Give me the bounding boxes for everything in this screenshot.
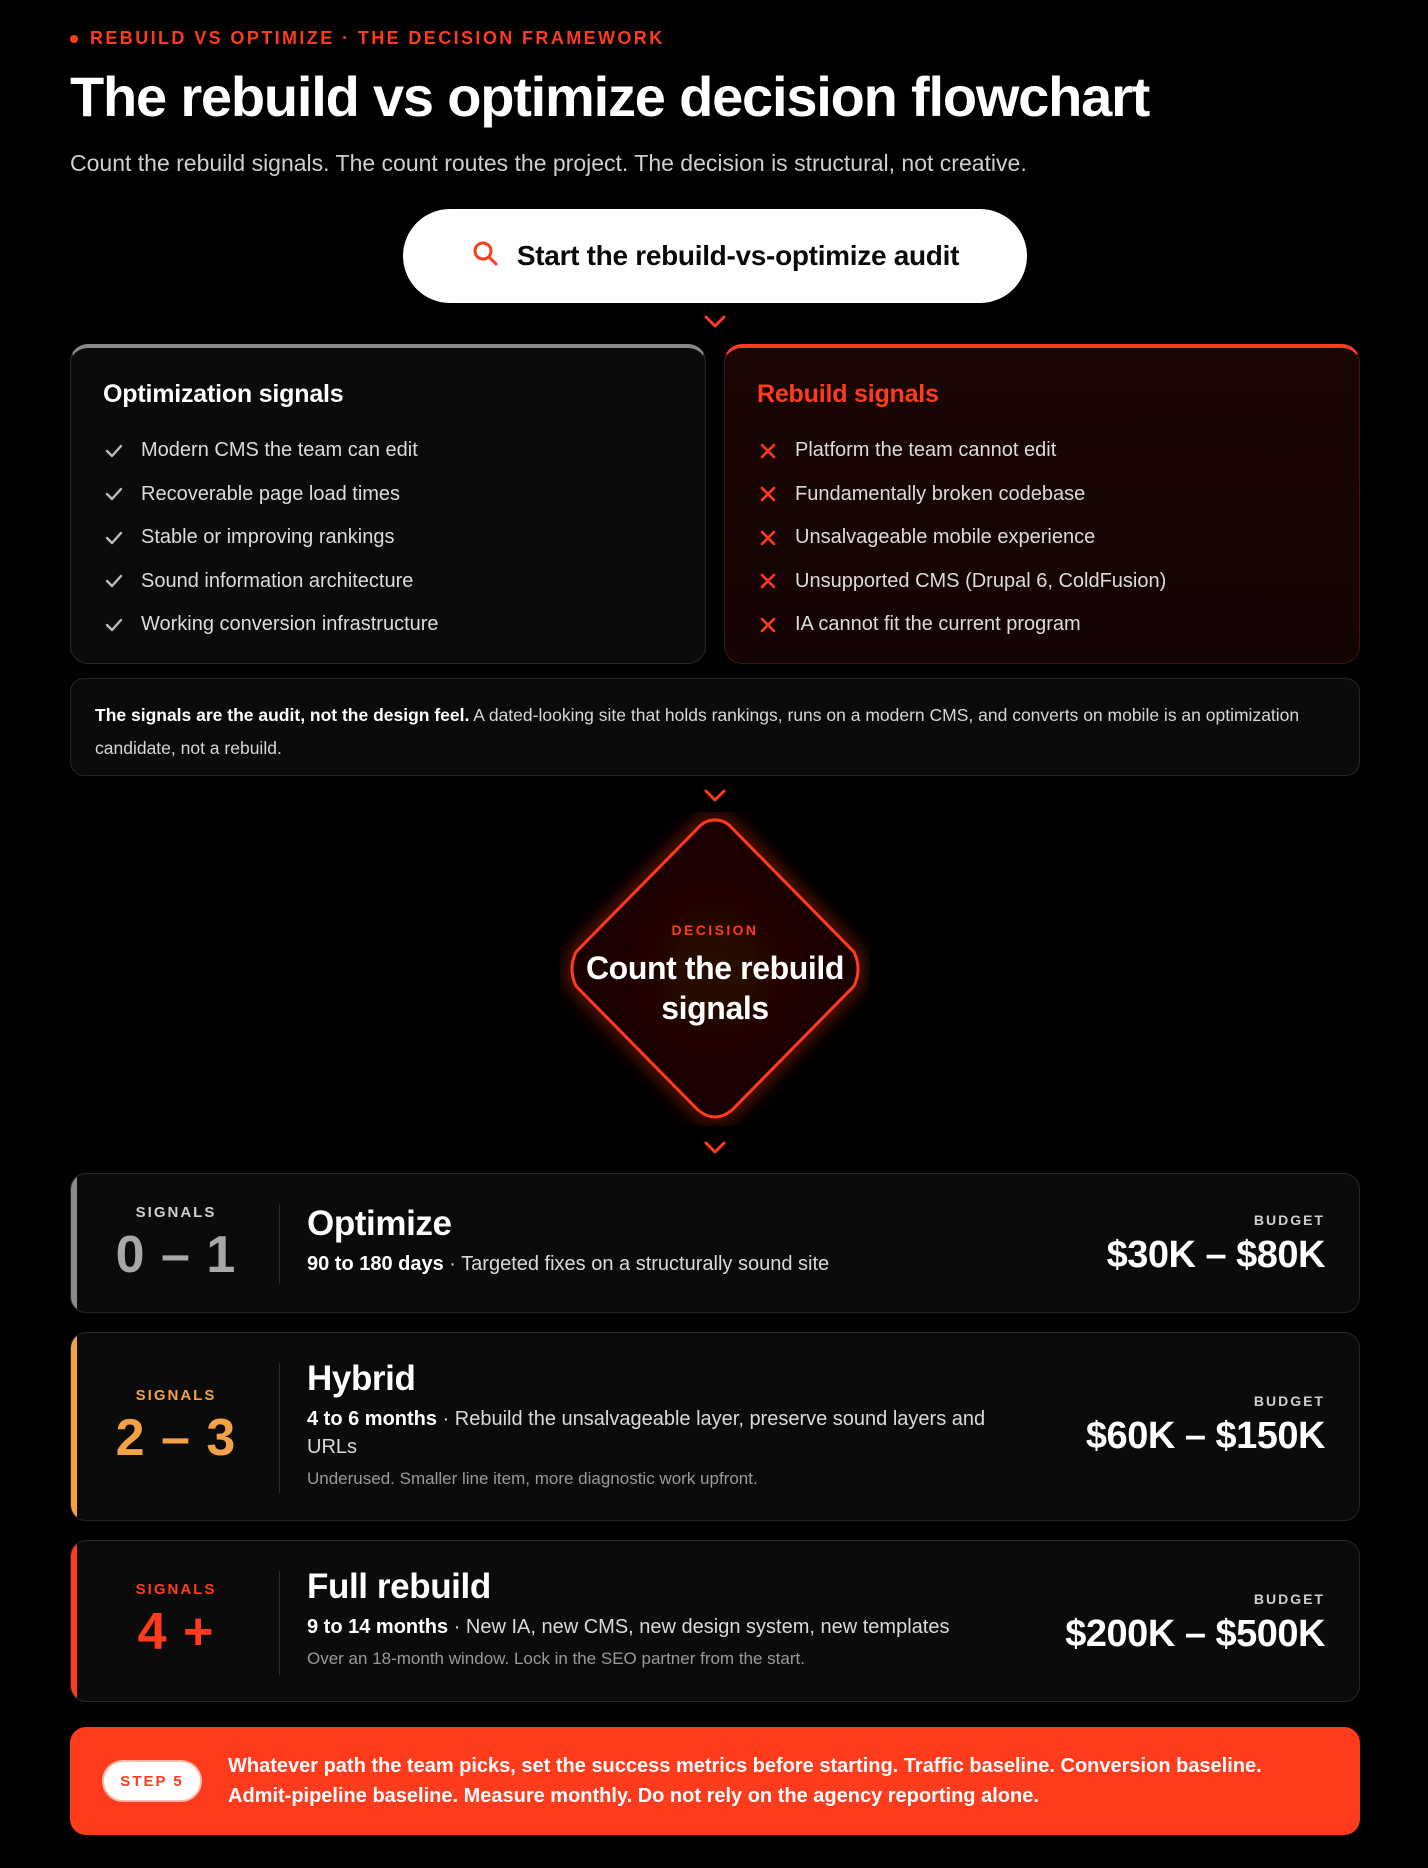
optimization-signal-item xyxy=(103,560,673,604)
check-icon xyxy=(103,483,125,505)
start-audit-label: Start the rebuild-vs-optimize audit xyxy=(516,240,960,271)
outcome-budget xyxy=(1107,1212,1325,1277)
x-icon xyxy=(757,440,779,462)
signals-value: 4 + xyxy=(137,1603,215,1661)
outcome-desc-text: · New IA, new CMS, new design system, new templates xyxy=(448,1616,950,1638)
check-icon xyxy=(103,614,125,636)
audit-note-bold: The signals are the audit, not the design feel. xyxy=(95,705,470,725)
outcome-desc-text: · Rebuild the unsalvageable layer, preserve sound layers and URLs xyxy=(307,1408,986,1458)
signal-text: Unsupported CMS (Drupal 6, ColdFusion) xyxy=(795,569,1167,592)
outcome-name: Hybrid xyxy=(307,1359,416,1398)
decision-label: DECISION xyxy=(671,922,759,938)
card-divider xyxy=(279,1204,280,1284)
outcome-desc xyxy=(307,1613,997,1641)
eyebrow-text: REBUILD VS OPTIMIZE · THE DECISION FRAMEWORK xyxy=(90,28,665,48)
signal-text: Recoverable page load times xyxy=(141,482,401,505)
audit-note xyxy=(70,678,1360,776)
signals-count xyxy=(71,1387,281,1468)
budget-label: BUDGET xyxy=(1253,1393,1325,1409)
signal-text: IA cannot fit the current program xyxy=(795,613,1081,636)
rebuild-signals-panel xyxy=(724,344,1360,664)
rebuild-signal-item xyxy=(757,603,1327,647)
budget-amount: $60K – $150K xyxy=(1085,1415,1325,1457)
optimization-signal-item xyxy=(103,473,673,517)
rebuild-signal-item xyxy=(757,473,1327,517)
budget-label: BUDGET xyxy=(1253,1212,1325,1228)
rebuild-signal-item xyxy=(757,516,1327,560)
x-icon xyxy=(757,527,779,549)
signal-text: Sound information architecture xyxy=(141,569,414,592)
search-icon xyxy=(471,239,499,274)
rebuild-signal-item xyxy=(757,429,1327,473)
step-badge: STEP 5 xyxy=(102,1760,202,1802)
signals-value: 2 – 3 xyxy=(115,1409,237,1467)
outcome-budget xyxy=(1065,1591,1325,1656)
page-title: The rebuild vs optimize decision flowchart xyxy=(70,65,1150,128)
optimization-signal-item xyxy=(103,603,673,647)
outcome-card-full-rebuild xyxy=(70,1540,1360,1702)
x-icon xyxy=(757,483,779,505)
outcome-duration: 90 to 180 days xyxy=(307,1253,444,1275)
budget-amount: $200K – $500K xyxy=(1065,1613,1325,1655)
audit-note-text: A dated-looking site that holds rankings, runs on a modern CMS, and converts on mobile is an optimization candidate, not a rebuild. xyxy=(95,705,1300,758)
budget-amount: $30K – $80K xyxy=(1106,1234,1325,1276)
signal-text: Unsalvageable mobile experience xyxy=(795,526,1096,549)
outcome-body xyxy=(307,1567,997,1669)
outcome-card-hybrid xyxy=(70,1332,1360,1521)
check-icon xyxy=(103,570,125,592)
step-text: Whatever path the team picks, set the success metrics before starting. Traffic baseline. Conversion baseline. Admit-pipeline baseline. Measure monthly. Do not rely on the agency reporting alone. xyxy=(228,1755,1262,1807)
outcome-sub: Underused. Smaller line item, more diagnostic work upfront. xyxy=(307,1469,758,1488)
signal-text: Working conversion infrastructure xyxy=(141,613,439,636)
chevron-down-icon xyxy=(703,788,727,804)
outcome-duration: 9 to 14 months xyxy=(307,1616,449,1638)
outcome-desc-text: · Targeted fixes on a structurally sound site xyxy=(443,1253,830,1275)
outcome-name: Full rebuild xyxy=(307,1567,491,1606)
optimization-signals-title: Optimization signals xyxy=(103,380,344,408)
outcome-budget xyxy=(1086,1393,1325,1458)
signal-text: Fundamentally broken codebase xyxy=(795,482,1086,505)
x-icon xyxy=(757,570,779,592)
outcome-body xyxy=(307,1359,997,1489)
signals-label: SIGNALS xyxy=(135,1387,217,1404)
signals-label: SIGNALS xyxy=(135,1581,217,1598)
outcome-desc xyxy=(307,1405,997,1461)
page-subtitle: Count the rebuild signals. The count routes the project. The decision is structural, not creative. xyxy=(70,150,1027,176)
signals-value: 0 – 1 xyxy=(115,1226,237,1284)
signal-text: Platform the team cannot edit xyxy=(795,439,1057,462)
outcome-card-optimize xyxy=(70,1173,1360,1313)
signal-text: Stable or improving rankings xyxy=(141,526,395,549)
check-icon xyxy=(103,527,125,549)
x-icon xyxy=(757,614,779,636)
chevron-down-icon xyxy=(703,314,727,330)
step-5-banner xyxy=(70,1727,1360,1835)
optimization-signals-list xyxy=(103,429,673,647)
decision-diamond xyxy=(560,812,870,1126)
start-audit-button[interactable] xyxy=(403,209,1027,303)
outcome-name: Optimize xyxy=(307,1204,452,1243)
signal-text: Modern CMS the team can edit xyxy=(141,439,418,462)
decision-text: Count the rebuild signals xyxy=(585,950,845,1026)
optimization-signal-item xyxy=(103,429,673,473)
rebuild-signal-item xyxy=(757,560,1327,604)
signals-count xyxy=(71,1204,281,1285)
outcome-duration: 4 to 6 months xyxy=(307,1408,438,1430)
chevron-down-icon xyxy=(703,1140,727,1156)
rebuild-signals-title: Rebuild signals xyxy=(757,380,939,408)
card-divider xyxy=(279,1571,280,1675)
rebuild-signals-list xyxy=(757,429,1327,647)
bullet-dot-icon xyxy=(70,35,78,43)
outcome-desc xyxy=(307,1250,997,1278)
check-icon xyxy=(103,440,125,462)
optimization-signals-panel xyxy=(70,344,706,664)
budget-label: BUDGET xyxy=(1253,1591,1325,1607)
signals-label: SIGNALS xyxy=(135,1204,217,1221)
eyebrow xyxy=(70,28,665,49)
outcome-sub: Over an 18-month window. Lock in the SEO partner from the start. xyxy=(307,1649,805,1668)
optimization-signal-item xyxy=(103,516,673,560)
signals-count xyxy=(71,1581,281,1662)
card-divider xyxy=(279,1363,280,1493)
outcome-body xyxy=(307,1204,997,1278)
